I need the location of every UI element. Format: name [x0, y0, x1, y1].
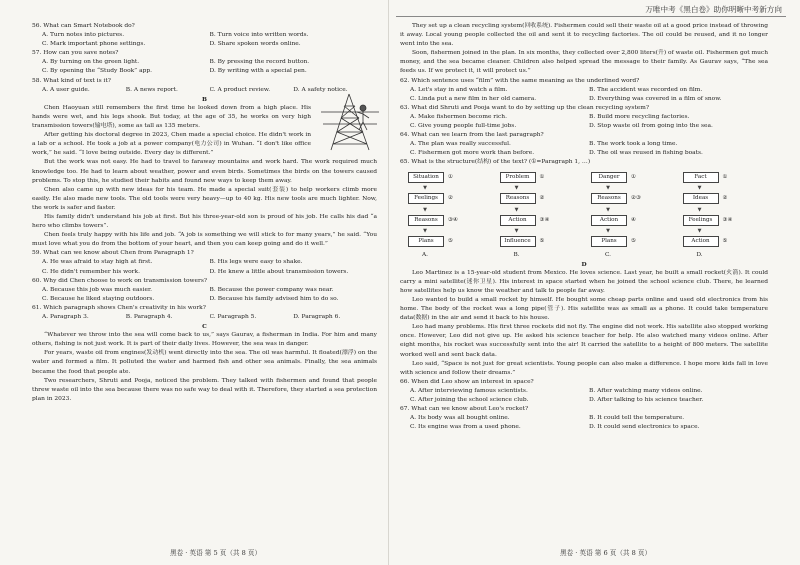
option-b: B. Build more recycling factories.	[589, 113, 690, 120]
option-d: D. The oil was reused in fishing boats.	[589, 150, 703, 157]
option-d: D. Paragraph 6.	[293, 314, 341, 320]
option-b: B. His legs were easy to shake.	[209, 259, 303, 266]
option-d: D. After talking to his science teacher.	[589, 397, 704, 403]
passage-c-paragraph: Soon, fishermen joined in the plan. In six months, they collected over 2,800 liters(升) of waste oil. Fishermen got much money, and the sea became cleaner. Children also helped spread the message to their family. As Gaurav says, “The sea feeds us. If we protect it, it will protect us.”	[400, 50, 768, 75]
page-footer-left: 黑卷 · 英语 第 5 页（共 8 页）	[170, 549, 262, 557]
passage-c-paragraph: For years, waste oil from engines(发动机) went directly into the sea. The oil was harmful. It floated(漂浮) on the water and formed a film. It polluted the water and harmed fish and other sea animals. Finally, the sea animals became the food that people ate.	[32, 350, 377, 375]
option-c: C. Mark important phone settings.	[42, 41, 146, 48]
structure-box: Danger	[591, 172, 627, 183]
option-d: D. He knew a little about transmission towers.	[209, 268, 349, 275]
option-c: C. Its engine was from a used phone.	[410, 424, 521, 431]
question-stem: 65. What is the structure(结构) of the text? (①=Paragraph 1, …)	[400, 159, 591, 166]
option-d: D. Share spoken words online.	[209, 41, 301, 48]
option-a: A. A user guide.	[42, 86, 90, 93]
arrow-down-icon: ▼	[606, 185, 610, 191]
option-b: B. By pressing the record button.	[209, 59, 310, 66]
arrow-down-icon: ▼	[423, 185, 427, 191]
option-c: C. Paragraph 5.	[209, 314, 257, 320]
question-66	[400, 378, 768, 405]
question-stem: 66. When did Leo show an interest in space?	[400, 378, 534, 385]
structure-box: Action	[500, 215, 536, 226]
option-a: A. Make fishermen become rich.	[410, 113, 507, 120]
option-a: A. After interviewing famous scientists.	[410, 387, 528, 394]
structure-box: Reasons	[500, 193, 536, 204]
section-heading-c: C	[202, 323, 207, 331]
passage-d-paragraph: Leo said, “Space is not just for great scientists. Young people can also make a difference. I hope more kids fall in love with science and follow their dreams.”	[400, 360, 768, 376]
paragraph-ref: ①	[539, 173, 545, 180]
option-d: D. It could send electronics to space.	[589, 424, 700, 431]
option-b: B. Because the power company was near.	[209, 286, 334, 293]
question-67	[400, 405, 768, 432]
option-a: A. Turn notes into pictures.	[42, 32, 125, 39]
section-heading-d: D	[581, 260, 587, 268]
paragraph-ref: ②	[722, 195, 728, 202]
option-c: C. By opening the “Study Book” app.	[42, 68, 152, 75]
option-d: D. By writing with a special pen.	[209, 68, 307, 75]
option-c: C. A product review.	[209, 86, 271, 93]
passage-d-paragraph: Leo wanted to build a small rocket by himself. He bought some cheap parts online and used old electronics from his home. The body of the rocket was a long pipe(管子). His satellite was as small as a phone. It could take temperature data(数据) in the air and send it back to his house.	[400, 296, 768, 322]
passage-b-paragraph: Chen feels truly happy with his life and job. “A job is something we will stick to for many years,” he said. “You must love what you do from the bottom of your heart, and then you can keep going and do it well.”	[32, 232, 377, 248]
option-a: A. Its body was all bought online.	[410, 415, 510, 422]
passage-d-paragraph: Leo had many problems. His first three rockets did not fly. The engine did not work. His satellite also stopped working once. However, Leo did not give up. He asked his science teacher for help. He also watched many videos online. After eight months, his rocket was successfully sent into the air! It carried the satellite to a height of 800 meters. The satellite worked well and sent back data.	[400, 324, 768, 358]
paragraph-ref: ⑤	[631, 238, 637, 245]
option-a: A. Let's stay in and watch a film.	[410, 86, 508, 93]
question-60	[32, 277, 377, 304]
structure-option-c	[591, 170, 677, 260]
question-64	[400, 131, 768, 158]
structure-box: Reasons	[408, 215, 444, 226]
arrow-down-icon: ▼	[606, 228, 610, 234]
passage-b-paragraph: After getting his doctoral degree in 2023, Chen made a special choice. He didn't work in a lab or a school. He took a job at a power company(电力公司) in Wuhan. “I don't like office work,” he said. “I love being outside. Every day is different.”	[32, 132, 311, 157]
passage-b-paragraph: Chen also came up with new ideas for his team. He made a special suit(套装) to help workers climb more easily. He also made new tools. The old tools were very heavy—up to 40 kg. His new tools are much lighter. Now, the work is safer and faster.	[32, 186, 377, 211]
question-stem: 62. Which sentence uses “film” with the same meaning as the underlined word?	[400, 77, 640, 84]
tower-worker-illustration	[319, 92, 381, 152]
passage-c-paragraph: They set up a clean recycling system(回收系统). Fishermen could sell their waste oil at a good price instead of throwing it away. Local young people collected the oil and sent it to recycling factories. The oil could be reused, and it no longer went into the sea.	[400, 23, 768, 48]
question-65	[400, 158, 768, 259]
arrow-down-icon: ▼	[514, 228, 519, 234]
option-d: D. Everything was covered in a film of snow.	[589, 95, 722, 102]
question-56	[32, 22, 377, 49]
option-label: A.	[421, 251, 429, 258]
arrow-down-icon: ▼	[697, 185, 702, 191]
paragraph-ref: ①	[448, 173, 454, 180]
option-b: B. The accident was recorded on film.	[589, 86, 703, 93]
section-heading-b: B	[202, 95, 207, 103]
option-a: A. Paragraph 3.	[42, 314, 89, 320]
structure-box: Plans	[408, 236, 444, 247]
question-stem: 63. What did Shruti and Pooja want to do by setting up the clean recycling system?	[400, 104, 649, 111]
option-b: B. The work took a long time.	[589, 141, 678, 148]
option-label: B.	[513, 251, 520, 258]
passage-b-paragraph: Chen Haoyuan still remembers the first time he looked down from a high place. His hands were wet, and his legs shook. But today, at the age of 35, he works on very high transmission towers(输电塔), some as tall as 135 meters.	[32, 104, 311, 130]
arrow-down-icon: ▼	[697, 206, 702, 213]
option-b: B. Paragraph 4.	[125, 314, 173, 320]
paragraph-ref: ②	[448, 195, 454, 202]
question-stem: 60. Why did Chen choose to work on transmission towers?	[32, 277, 208, 284]
arrow-down-icon: ▼	[514, 206, 519, 213]
left-page	[32, 22, 377, 404]
structure-box: Fact	[683, 172, 719, 183]
structure-box: Action	[683, 236, 719, 247]
structure-option-b	[500, 170, 586, 260]
option-d: D. Because his family advised him to do so.	[209, 295, 339, 302]
option-b: B. Turn voice into written words.	[209, 32, 309, 39]
question-58	[32, 77, 377, 95]
structure-box: Action	[591, 215, 627, 226]
arrow-down-icon: ▼	[697, 228, 702, 234]
question-63	[400, 104, 768, 131]
passage-c-paragraph: Two researchers, Shruti and Pooja, noticed the problem. They talked with fishermen and found that people threw waste oil into the sea because there was no safe way to deal with it. Therefore, they started a sea protection plan in 2023.	[32, 377, 377, 402]
structure-diagrams	[400, 170, 768, 260]
option-b: B. After watching many videos online.	[589, 387, 703, 394]
right-page	[400, 22, 768, 432]
paragraph-ref: ③④	[722, 216, 733, 223]
structure-option-d	[683, 170, 769, 260]
option-c: C. Give young people full-time jobs.	[410, 123, 517, 130]
question-59	[32, 249, 377, 276]
structure-box: Feelings	[408, 193, 444, 204]
structure-box: Reasons	[591, 193, 627, 204]
option-c: C. Because he liked staying outdoors.	[42, 295, 155, 302]
option-label: D.	[696, 251, 703, 258]
option-a: A. He was afraid to stay high at first.	[42, 259, 153, 266]
structure-box: Feelings	[683, 215, 719, 226]
question-stem: 64. What can we learn from the last paragraph?	[400, 132, 544, 139]
option-c: C. Fishermen got more work than before.	[410, 150, 535, 157]
arrow-down-icon: ▼	[514, 185, 519, 191]
question-stem: 59. What can we know about Chen from Paragraph 1?	[32, 250, 194, 257]
option-label: C.	[604, 251, 612, 258]
paragraph-ref: ⑤	[448, 238, 454, 245]
question-stem: 58. What kind of text is it?	[32, 77, 111, 84]
arrow-down-icon: ▼	[423, 206, 427, 213]
option-d: D. Stop waste oil from going into the sea.	[589, 123, 713, 130]
passage-d-paragraph: Leo Martinez is a 15-year-old student from Mexico. He loves science. Last year, he built a small rocket(火箭). It could carry a mini satellite(迷你卫星). His interest in space started when he joined the school science club. There, he learned how satellites help us know the weather and talk to people far away.	[400, 269, 768, 294]
structure-box: Problem	[500, 172, 536, 183]
paragraph-ref: ③④	[539, 216, 550, 223]
question-62	[400, 77, 768, 104]
arrow-down-icon: ▼	[606, 206, 610, 213]
question-stem: 61. Which paragraph shows Chen's creativity in his work?	[32, 304, 206, 311]
structure-box: Situation	[408, 172, 444, 183]
structure-box: Influence	[500, 236, 536, 247]
passage-b-paragraph: But the work was not easy. He had to travel to faraway mountains and work hard. The work required much knowledge too. He had to learn about weather, power and even birds. Sometimes the birds on the towers caused problems. To stop this, he studied their habits and found new ways to keep them away.	[32, 159, 377, 184]
paragraph-ref: ④	[631, 216, 637, 223]
question-57	[32, 49, 377, 76]
option-c: C. He didn't remember his work.	[42, 268, 140, 275]
page-footer-right: 黑卷 · 英语 第 6 页（共 8 页）	[560, 549, 652, 557]
option-a: A. Because this job was much easier.	[42, 286, 152, 293]
paragraph-ref: ①	[722, 173, 728, 180]
paragraph-ref: ⑤	[722, 238, 728, 245]
structure-box: Plans	[591, 236, 627, 247]
option-c: C. After joining the school science club.	[410, 397, 529, 403]
passage-c-paragraph: “Whatever we throw into the sea will come back to us,” says Gaurav, a fisherman in India. For him and many others, fishing is not just work. It is part of their daily lives. However, the sea was in danger.	[32, 332, 377, 348]
structure-option-a	[408, 170, 494, 260]
paragraph-ref: ③④	[448, 216, 459, 223]
question-stem: 56. What can Smart Notebook do?	[32, 23, 135, 29]
paragraph-ref: ②	[539, 195, 545, 202]
structure-box: Ideas	[683, 193, 719, 204]
question-stem: 67. What can we know about Leo's rocket?	[400, 406, 529, 413]
page-fold	[388, 0, 389, 565]
question-61	[32, 304, 377, 322]
option-d: D. A safety notice.	[293, 86, 348, 93]
option-a: A. By turning on the green light.	[42, 59, 140, 66]
option-a: A. The plan was really successful.	[410, 141, 511, 148]
paragraph-ref: ②③	[631, 195, 642, 202]
paragraph-ref: ⑤	[539, 238, 545, 245]
option-b: B. It could tell the temperature.	[589, 415, 685, 422]
paragraph-ref: ①	[631, 173, 637, 180]
header-divider	[396, 16, 786, 17]
option-c: C. Linda put a new film in her old camera.	[410, 95, 537, 102]
question-stem: 57. How can you save notes?	[32, 50, 119, 57]
passage-b-paragraph: His family didn't understand his job at first. But his three-year-old son is proud of his job. He calls his dad “a hero who climbs towers”.	[32, 213, 377, 230]
arrow-down-icon: ▼	[423, 228, 427, 234]
option-b: B. A news report.	[125, 86, 178, 93]
brand-header: 万唯中考《黑白卷》助你明晰中考新方向	[645, 5, 782, 14]
